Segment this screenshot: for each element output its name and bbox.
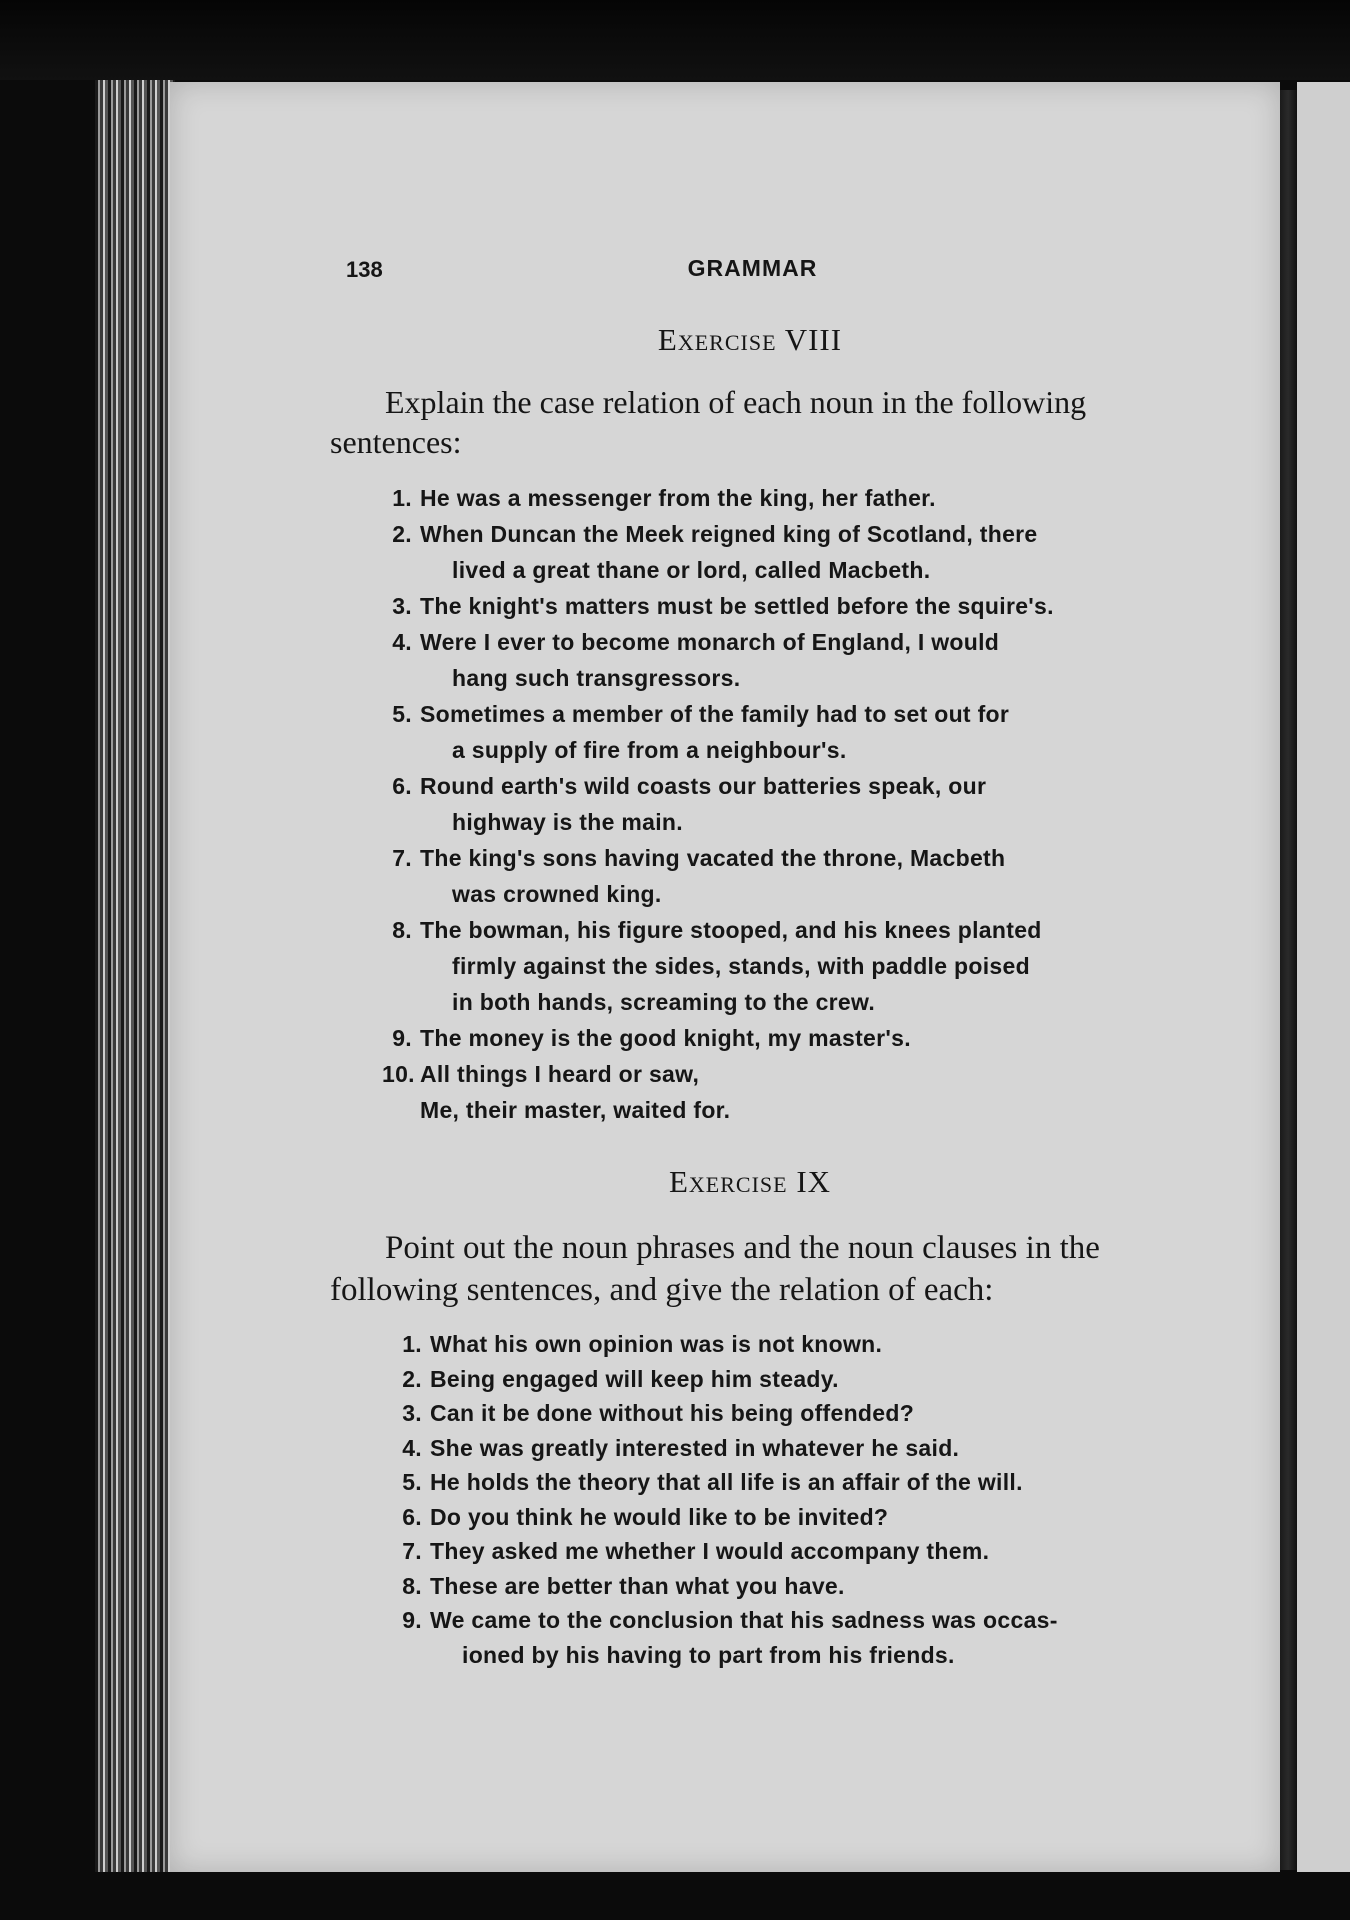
list-item <box>392 1465 1202 1500</box>
item-text-line: All things I heard or saw, <box>420 1061 700 1087</box>
item-text-line: The money is the good knight, my master's. <box>420 1025 911 1051</box>
book-page-edges <box>95 80 175 1880</box>
list-item <box>382 480 1182 516</box>
list-item <box>392 1362 1202 1397</box>
item-number: 7. <box>392 845 412 871</box>
list-item <box>382 696 1182 768</box>
item-text-line: lived a great thane or lord, called Macbeth. <box>452 557 931 583</box>
item-number: 3. <box>392 593 412 619</box>
item-text-line: was crowned king. <box>452 881 662 907</box>
list-item <box>382 1020 1182 1056</box>
list-item <box>382 516 1182 588</box>
item-text-line: highway is the main. <box>452 809 683 835</box>
item-text-line: The king's sons having vacated the throne, Macbeth <box>420 845 1006 871</box>
item-number: 8. <box>392 917 412 943</box>
item-number: 9. <box>402 1607 422 1633</box>
list-item <box>392 1327 1202 1362</box>
item-number: 7. <box>402 1538 422 1564</box>
list-item <box>392 1569 1202 1604</box>
scan-border-bottom <box>95 1872 1350 1920</box>
exercise-ix-list <box>392 1327 1202 1672</box>
item-text-line: When Duncan the Meek reigned king of Scotland, there <box>420 521 1038 547</box>
book-page <box>170 82 1280 1872</box>
item-text-line: These are better than what you have. <box>430 1572 845 1599</box>
item-number: 4. <box>402 1434 422 1461</box>
list-item <box>392 1431 1202 1466</box>
item-number: 8. <box>402 1572 422 1599</box>
item-number: 4. <box>392 629 412 655</box>
item-text-line: The bowman, his figure stooped, and his knees planted <box>420 917 1042 943</box>
facing-page-edge <box>1297 82 1350 1872</box>
item-text-line: Being engaged will keep him steady. <box>430 1365 839 1392</box>
list-item <box>392 1396 1202 1431</box>
item-number: 1. <box>392 485 412 511</box>
page-content <box>170 82 1280 1872</box>
item-number: 1. <box>402 1331 422 1357</box>
list-item <box>392 1534 1202 1569</box>
item-number: 6. <box>402 1503 422 1530</box>
item-text-line: Can it be done without his being offended? <box>430 1400 915 1426</box>
list-item <box>392 1603 1202 1672</box>
item-text-line: We came to the conclusion that his sadness was occas- <box>430 1607 1058 1633</box>
item-number: 2. <box>402 1365 422 1392</box>
item-number: 3. <box>402 1400 422 1426</box>
list-item <box>382 588 1182 624</box>
item-text-line: The knight's matters must be settled before the squire's. <box>420 593 1054 619</box>
list-item <box>382 840 1182 912</box>
item-number: 9. <box>392 1025 412 1051</box>
exercise-viii-heading: Exercise VIII <box>657 322 843 357</box>
item-text-line: hang such transgressors. <box>452 665 741 691</box>
exercise-viii-list <box>382 480 1182 1128</box>
item-text-line: firmly against the sides, stands, with paddle poised <box>452 953 1030 979</box>
item-text-line: Sometimes a member of the family had to set out for <box>420 701 1010 727</box>
scan-border-top <box>0 0 1350 80</box>
item-text-line: What his own opinion was is not known. <box>430 1331 883 1357</box>
page-header-title: GRAMMAR <box>687 255 818 281</box>
item-number: 5. <box>402 1469 422 1495</box>
item-number: 5. <box>392 701 412 727</box>
item-number: 2. <box>392 521 412 547</box>
item-text-line: He was a messenger from the king, her father. <box>420 485 936 511</box>
list-item <box>382 912 1182 1020</box>
exercise-ix-instruction: Point out the noun phrases and the noun clauses in the following sentences, and give the relation of each: <box>330 1230 1100 1308</box>
item-text-line: Were I ever to become monarch of England, I would <box>420 629 1000 655</box>
page-number: 138 <box>346 257 383 282</box>
item-text-line: Me, their master, waited for. <box>420 1097 731 1123</box>
list-item <box>382 1056 1182 1128</box>
item-number: 10. <box>382 1061 415 1087</box>
exercise-ix-heading: Exercise IX <box>668 1164 832 1199</box>
item-text-line: They asked me whether I would accompany them. <box>430 1538 990 1564</box>
list-item <box>392 1500 1202 1535</box>
list-item <box>382 768 1182 840</box>
item-text-line: He holds the theory that all life is an affair of the will. <box>430 1469 1023 1495</box>
list-item <box>382 624 1182 696</box>
item-text-line: a supply of fire from a neighbour's. <box>452 737 847 763</box>
item-text-line: Do you think he would like to be invited? <box>430 1503 889 1530</box>
item-number: 6. <box>392 773 412 799</box>
item-text-line: She was greatly interested in whatever he said. <box>430 1434 960 1461</box>
item-text-line: in both hands, screaming to the crew. <box>452 989 876 1015</box>
item-text-line: ioned by his having to part from his friends. <box>462 1641 955 1668</box>
item-text-line: Round earth's wild coasts our batteries speak, our <box>420 773 987 799</box>
exercise-viii-instruction: Explain the case relation of each noun in the following sentences: <box>330 384 1087 460</box>
